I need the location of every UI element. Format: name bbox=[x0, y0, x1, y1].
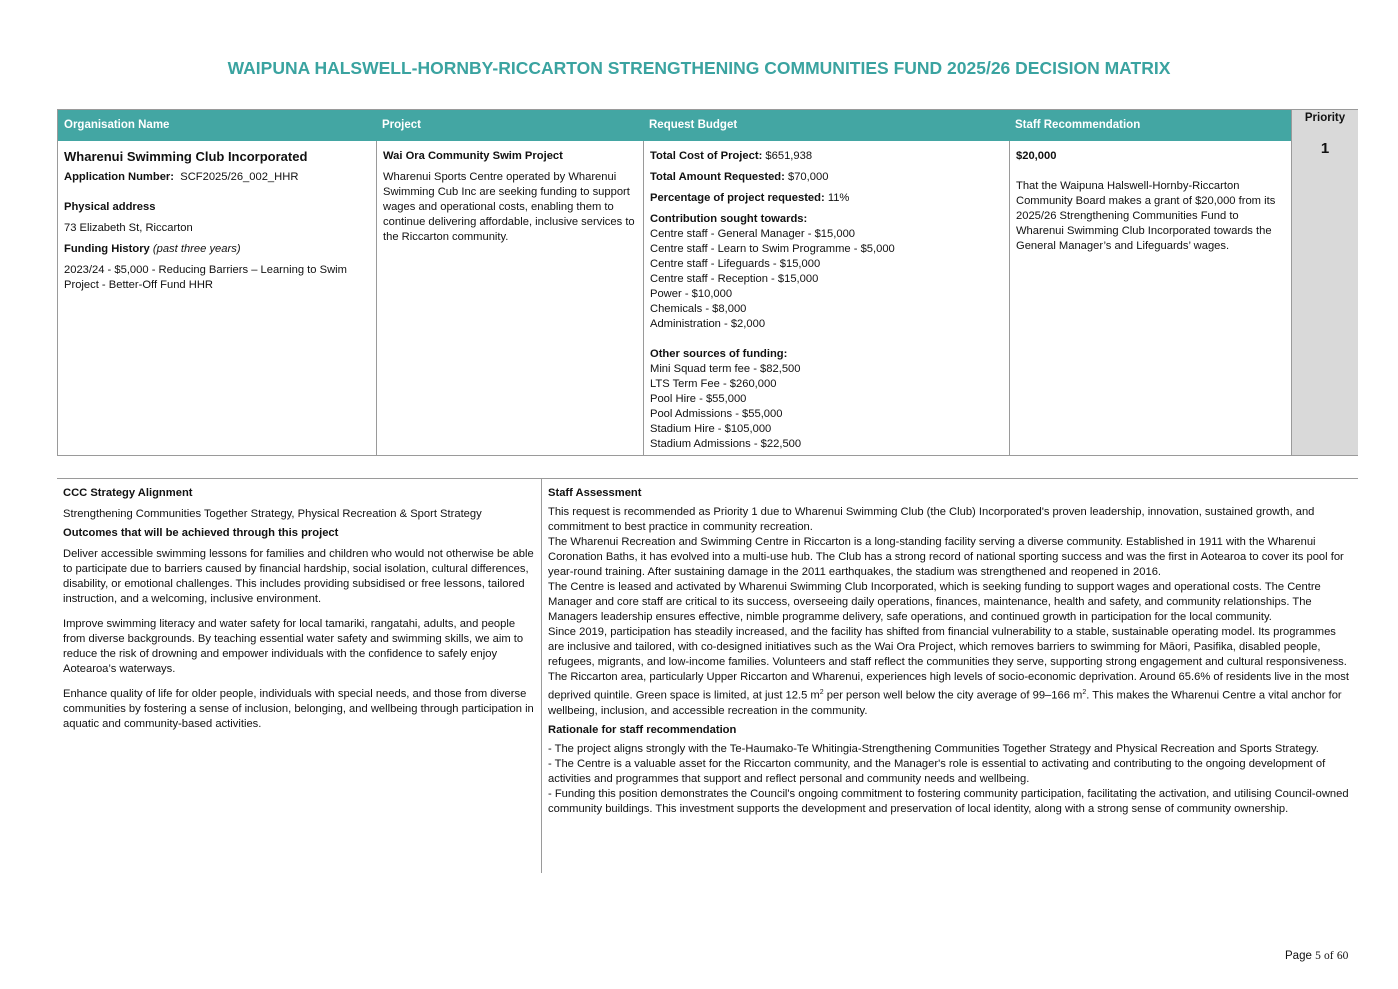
other-funding-item: Pool Hire - $55,000 bbox=[650, 393, 747, 405]
header-org: Organisation Name bbox=[58, 110, 376, 141]
outcomes-label: Outcomes that will be achieved through this project bbox=[63, 527, 339, 539]
assessment-paragraph: The Wharenui Recreation and Swimming Centre in Riccarton is a long-standing facility serving a diverse community. Established in 1911 with the Wharenui Coronation Baths, it has evolved into a multi-use hub. The Club has a strong record of national sporting success and was the first in Aotearoa to cover its pool for year-round training. After sustaining damage in the 2011 earthquakes, the stadium was strengthened and reopened in 2016. bbox=[548, 536, 1344, 578]
section-divider bbox=[57, 478, 1358, 479]
rationale-item: - Funding this position demonstrates the Council's ongoing commitment to fostering community participation, facilitating the activation, and utilising Council-owned community buildings. This investment supports the development and preservation of local identity, along with a strong sense of community ownership. bbox=[548, 787, 1349, 815]
header-project: Project bbox=[376, 110, 643, 141]
priority-value: 1 bbox=[1320, 140, 1330, 157]
strategy-text: Strengthening Communities Together Strategy, Physical Recreation & Sport Strategy bbox=[63, 508, 482, 520]
address: 73 Elizabeth St, Riccarton bbox=[64, 222, 193, 234]
contribution-item: Chemicals - $8,000 bbox=[650, 303, 747, 315]
assessment-paragraph: This request is recommended as Priority 1 due to Wharenui Swimming Club (the Club) Incorporated's proven leadership, innovation, sustained growth, and commitment to best practice in community recreation. bbox=[548, 506, 1315, 533]
total-cost: Total Cost of Project: $651,938 bbox=[650, 150, 813, 162]
assessment-paragraph: The Centre is leased and activated by Wharenui Swimming Club Incorporated, which is seeking funding to support wages and operational costs. The Centre Manager and core staff are critical to its success, overseeing daily operations, finances, maintenance, health and safety, and community relationships. The Managers leadership ensures effective, nimble programme delivery, safe operations, and continued growth in participation for the local community. bbox=[548, 581, 1321, 623]
assessment-section bbox=[548, 486, 1350, 817]
address-label: Physical address bbox=[64, 201, 156, 213]
total-requested: Total Amount Requested: $70,000 bbox=[650, 171, 829, 183]
outcome-item: Enhance quality of life for older people, individuals with special needs, and those from diverse communities by fostering a sense of inclusion, belonging, and wellbeing through participation in aquatic and community-based activities. bbox=[63, 688, 534, 730]
other-funding-label: Other sources of funding: bbox=[650, 348, 788, 360]
contribution-item: Centre staff - Learn to Swim Programme - $5,000 bbox=[650, 243, 895, 255]
rationale-label: Rationale for staff recommendation bbox=[548, 723, 737, 736]
assessment-paragraph: Since 2019, participation has steadily increased, and the facility has shifted from financial vulnerability to a stable, sustainable operating model. Its programmes are inclusive and tailored, with co-designed initiatives such as the Wai Ora Project, which removes barriers to swimming for Māori, Pasifika, disabled people, refugees, migrants, and low-income families. Volunteers and staff reflect the communities they serve, supporting strong engagement and cultural responsiveness. bbox=[548, 626, 1347, 668]
page-title: WAIPUNA HALSWELL-HORNBY-RICCARTON STRENGTHENING COMMUNITIES FUND 2025/26 DECISION MATRIX bbox=[227, 58, 1171, 78]
percentage-requested: Percentage of project requested: 11% bbox=[650, 192, 850, 204]
org-cell bbox=[58, 141, 376, 455]
header-priority: Priority bbox=[1304, 112, 1346, 124]
header-staff: Staff Recommendation bbox=[1009, 110, 1291, 141]
strategy-label: CCC Strategy Alignment bbox=[63, 487, 193, 499]
other-funding-item: Pool Admissions - $55,000 bbox=[650, 408, 783, 420]
contribution-item: Administration - $2,000 bbox=[650, 318, 766, 330]
strategy-section bbox=[63, 486, 535, 732]
header-budget: Request Budget bbox=[643, 110, 1009, 141]
staff-cell bbox=[1009, 141, 1291, 455]
org-name: Wharenui Swimming Club Incorporated bbox=[64, 149, 308, 164]
recommendation-text: That the Waipuna Halswell-Hornby-Riccarton Community Board makes a grant of $20,000 from its 2025/26 Strengthening Communities Fund to Wharenui Swimming Club Incorporated towards the General Manager’s and Lifeguards’ wages. bbox=[1016, 180, 1276, 252]
page-number: Page 5 of 60 bbox=[1285, 950, 1349, 962]
column-divider bbox=[541, 478, 542, 873]
contribution-label: Contribution sought towards: bbox=[650, 213, 808, 225]
contribution-item: Centre staff - General Manager - $15,000 bbox=[650, 228, 856, 240]
assessment-label: Staff Assessment bbox=[548, 487, 642, 499]
project-description: Wharenui Sports Centre operated by Wharenui Swimming Cub Inc are seeking funding to support wages and operational costs, enabling them to continue delivering affordable, inclusive services to the Riccarton community. bbox=[383, 171, 635, 243]
contribution-item: Centre staff - Reception - $15,000 bbox=[650, 273, 819, 285]
project-cell bbox=[376, 141, 643, 455]
budget-cell bbox=[643, 141, 1009, 455]
rationale-item: - The Centre is a valuable asset for the Riccarton community, and the Manager's role is essential to activating and contributing to the ongoing development of activities and programmes that support and reflect personal and community needs and wellbeing. bbox=[548, 757, 1326, 785]
assessment-paragraph-area: The Riccarton area, particularly Upper Riccarton and Wharenui, experiences high levels of socio-economic deprivation. Around 65.6% of residents live in the most deprived quintile. Green space is limited, at just 12.5 $m^2$ per person well below the city average of 99–166 $m^2$. This makes the Wharenui Centre a vital anchor for wellbeing, inclusion, and accessible recreation in the community. bbox=[548, 671, 1349, 717]
other-funding-item: LTS Term Fee - $260,000 bbox=[650, 378, 777, 390]
project-name: Wai Ora Community Swim Project bbox=[383, 150, 563, 162]
decision-table bbox=[57, 109, 1358, 456]
rationale-item: - The project aligns strongly with the Te-Haumako-Te Whitingia-Strengthening Communities Together Strategy and Physical Recreation and Sports Strategy. bbox=[548, 742, 1319, 755]
contribution-item: Power - $10,000 bbox=[650, 288, 733, 300]
application-number: Application Number: SCF2025/26_002_HHR bbox=[64, 171, 299, 183]
contribution-item: Centre staff - Lifeguards - $15,000 bbox=[650, 258, 821, 270]
funding-history: 2023/24 - $5,000 - Reducing Barriers – Learning to Swim Project - Better-Off Fund HHR bbox=[64, 264, 347, 291]
outcome-item: Deliver accessible swimming lessons for families and children who would not otherwise be able to participate due to barriers caused by financial hardship, social isolation, cultural differences, disability, or emotional challenges. This includes providing subsidised or free lessons, tailored instruction, and a welcoming, inclusive environment. bbox=[63, 548, 534, 605]
outcome-item: Improve swimming literacy and water safety for local tamariki, rangatahi, adults, and people from diverse backgrounds. By teaching essential water safety and swimming skills, we aim to reduce the risk of drowning and empower individuals with the confidence to safely enjoy Aotearoa’s waterways. bbox=[63, 618, 524, 675]
other-funding-item: Stadium Hire - $105,000 bbox=[650, 423, 772, 435]
other-funding-item: Stadium Admissions - $22,500 bbox=[650, 438, 802, 450]
funding-history-label: Funding History (past three years) bbox=[64, 243, 241, 255]
recommended-amount: $20,000 bbox=[1016, 150, 1057, 162]
other-funding-item: Mini Squad term fee - $82,500 bbox=[650, 363, 801, 375]
priority-cell bbox=[1291, 110, 1358, 455]
